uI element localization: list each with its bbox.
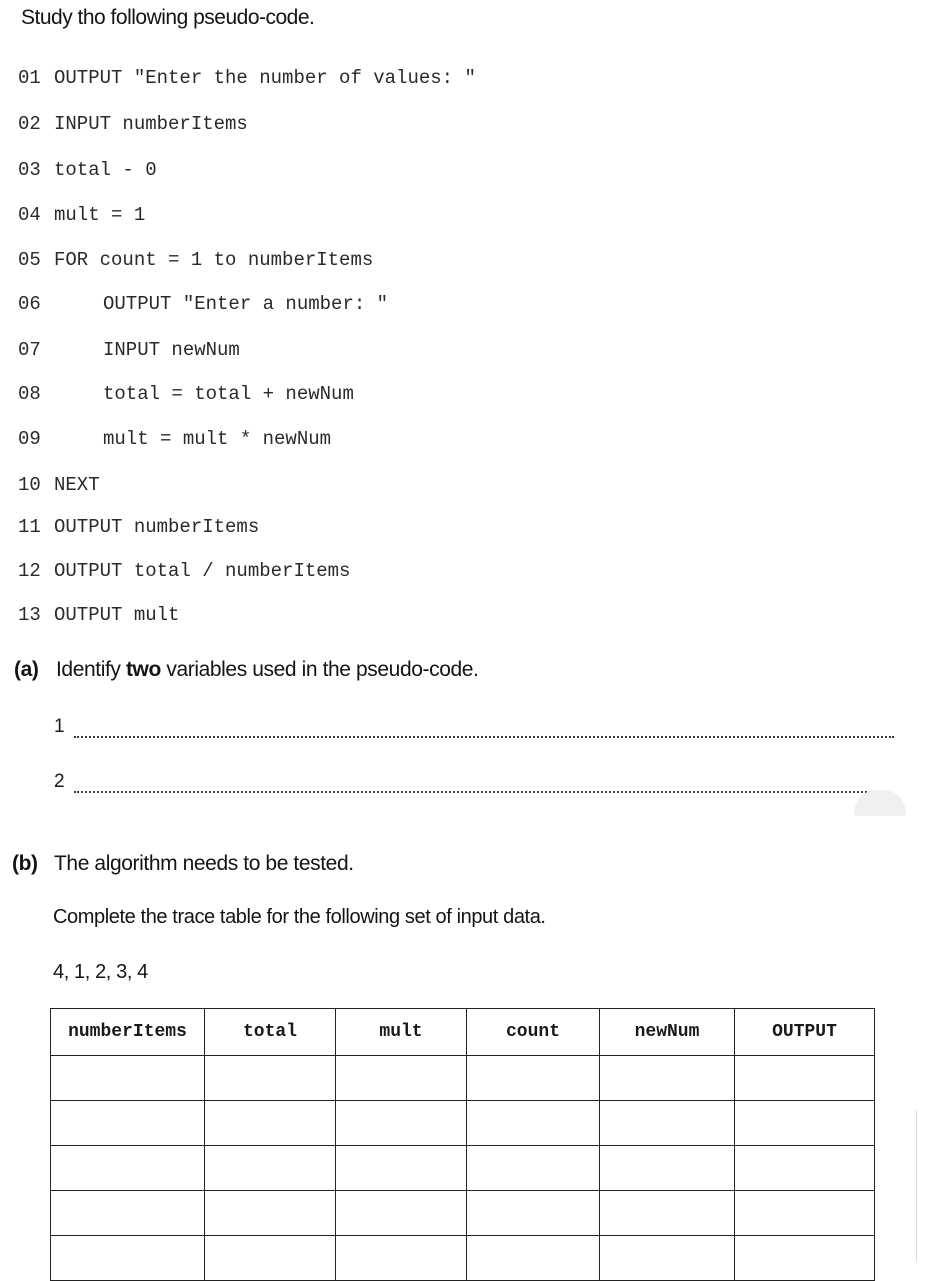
code-line	[18, 249, 373, 271]
table-cell[interactable]	[336, 1236, 467, 1281]
code-line	[18, 339, 240, 361]
header-mult: mult	[336, 1009, 467, 1056]
line-number: 13	[18, 604, 41, 626]
table-cell[interactable]	[735, 1236, 875, 1281]
table-cell[interactable]	[467, 1146, 600, 1191]
table-cell[interactable]	[735, 1101, 875, 1146]
answer-number: 2	[54, 771, 65, 792]
header-output: OUTPUT	[735, 1009, 875, 1056]
input-data: 4, 1, 2, 3, 4	[53, 961, 148, 983]
code-text: INPUT newNum	[103, 339, 240, 361]
trace-table	[50, 1008, 875, 1281]
code-text: OUTPUT numberItems	[54, 516, 260, 538]
table-cell[interactable]	[467, 1056, 600, 1101]
code-text: mult = mult * newNum	[103, 428, 332, 450]
trace-instruction: Complete the trace table for the following set of input data.	[53, 906, 546, 928]
code-text: OUTPUT "Enter the number of values: "	[54, 67, 476, 89]
answer-number: 1	[54, 716, 65, 737]
table-cell[interactable]	[735, 1056, 875, 1101]
scan-edge	[916, 1110, 917, 1261]
table-cell[interactable]	[600, 1101, 735, 1146]
answer-line-1[interactable]	[54, 716, 894, 740]
table-cell[interactable]	[600, 1191, 735, 1236]
scan-smudge	[854, 790, 906, 816]
question-b-text: The algorithm needs to be tested.	[54, 852, 354, 875]
code-text: OUTPUT "Enter a number: "	[103, 293, 389, 315]
code-text: total = total + newNum	[103, 383, 354, 405]
table-cell[interactable]	[336, 1101, 467, 1146]
table-cell[interactable]	[467, 1236, 600, 1281]
intro-text: Study tho following pseudo-code.	[21, 6, 315, 29]
table-row	[51, 1146, 875, 1191]
question-b-label: (b)	[12, 852, 38, 875]
code-text: FOR count = 1 to numberItems	[54, 249, 374, 271]
question-a-text-bold: two	[125, 658, 161, 681]
table-cell[interactable]	[336, 1146, 467, 1191]
line-number: 03	[18, 159, 41, 181]
code-line	[18, 428, 331, 450]
code-line	[18, 604, 179, 626]
table-cell[interactable]	[336, 1191, 467, 1236]
line-number: 04	[18, 204, 41, 226]
code-line	[18, 67, 476, 89]
code-line	[18, 293, 388, 315]
code-line	[18, 204, 145, 226]
question-a-text-before: Identify	[56, 658, 126, 681]
table-cell[interactable]	[600, 1146, 735, 1191]
code-text: OUTPUT total / numberItems	[54, 560, 351, 582]
table-row	[51, 1236, 875, 1281]
line-number: 10	[18, 474, 41, 496]
table-cell[interactable]	[51, 1146, 205, 1191]
code-line	[18, 560, 350, 582]
table-row	[51, 1056, 875, 1101]
answer-line-2[interactable]	[54, 771, 886, 795]
trace-header-row	[51, 1009, 875, 1056]
table-cell[interactable]	[51, 1191, 205, 1236]
line-number: 06	[18, 293, 41, 315]
code-text: mult = 1	[54, 204, 146, 226]
code-line	[18, 159, 157, 181]
question-a-label: (a)	[14, 658, 39, 681]
code-line	[18, 113, 248, 135]
code-line	[18, 474, 100, 496]
code-text: INPUT numberItems	[54, 113, 248, 135]
code-text: NEXT	[54, 474, 100, 496]
question-a-text-after: variables used in the pseudo-code.	[160, 658, 479, 681]
code-line	[18, 516, 259, 538]
table-cell[interactable]	[205, 1146, 336, 1191]
table-cell[interactable]	[735, 1146, 875, 1191]
dotted-line	[74, 791, 886, 793]
table-cell[interactable]	[600, 1236, 735, 1281]
table-cell[interactable]	[467, 1191, 600, 1236]
header-numberitems: numberItems	[51, 1009, 205, 1056]
code-text: total - 0	[54, 159, 157, 181]
table-cell[interactable]	[51, 1101, 205, 1146]
line-number: 12	[18, 560, 41, 582]
table-cell[interactable]	[600, 1056, 735, 1101]
line-number: 01	[18, 67, 41, 89]
table-cell[interactable]	[205, 1101, 336, 1146]
question-a	[14, 658, 478, 682]
line-number: 05	[18, 249, 41, 271]
line-number: 02	[18, 113, 41, 135]
table-cell[interactable]	[467, 1101, 600, 1146]
header-count: count	[467, 1009, 600, 1056]
header-newnum: newNum	[600, 1009, 735, 1056]
code-text: OUTPUT mult	[54, 604, 180, 626]
table-cell[interactable]	[205, 1056, 336, 1101]
question-b	[12, 852, 354, 876]
line-number: 09	[18, 428, 41, 450]
table-cell[interactable]	[205, 1236, 336, 1281]
table-row	[51, 1101, 875, 1146]
table-row	[51, 1191, 875, 1236]
table-cell[interactable]	[336, 1056, 467, 1101]
code-line	[18, 383, 354, 405]
table-cell[interactable]	[51, 1056, 205, 1101]
dotted-line	[74, 736, 894, 738]
line-number: 07	[18, 339, 41, 361]
line-number: 08	[18, 383, 41, 405]
header-total: total	[205, 1009, 336, 1056]
table-cell[interactable]	[205, 1191, 336, 1236]
table-cell[interactable]	[51, 1236, 205, 1281]
table-cell[interactable]	[735, 1191, 875, 1236]
line-number: 11	[18, 516, 41, 538]
